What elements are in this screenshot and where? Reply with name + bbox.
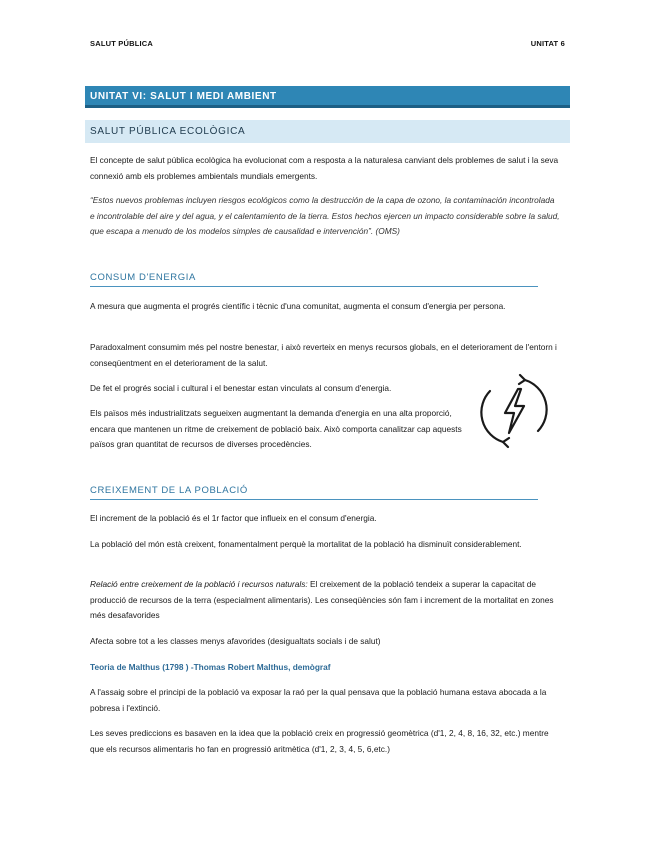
- population-paragraph-2: La població del món està creixent, fonamentalment perquè la mortalitat de la població ha disminuït considerablement.: [90, 539, 522, 549]
- malthus-title: Teoria de Malthus (1798 ) -Thomas Robert Malthus, demògraf: [90, 662, 331, 672]
- population-paragraph-1: El increment de la població és el 1r factor que influeix en el consum d'energia.: [90, 513, 377, 523]
- oms-quote: “Estos nuevos problemas incluyen riesgos ecológicos como la destrucción de la capa de ozono, la contaminación incontrolada e incontrolable del aire y del agua, y el calentamiento de la tierra. Estos hechos ejercen un impacto considerable sobre la salud, que escapa a menudo de los modelos simples de causalidad e intervención”. (OMS): [90, 195, 560, 236]
- header-left: SALUT PÚBLICA: [90, 39, 154, 48]
- header-right: UNITAT 6: [530, 39, 565, 48]
- renewable-energy-icon-svg: [478, 373, 550, 449]
- running-header: [90, 39, 565, 48]
- unit-title: UNITAT VI: SALUT I MEDI AMBIENT: [85, 86, 570, 108]
- population-heading: CREIXEMENT DE LA POBLACIÓ: [90, 485, 538, 500]
- intro-paragraph: El concepte de salut pública ecològica ha evolucionat com a resposta a la naturalesa canviant dels problemes de salut i la seva connexió amb els problemes ambientals mundials emergents.: [90, 155, 559, 181]
- population-paragraph-4: Afecta sobre tot a les classes menys afavorides (desigualtats socials i de salut): [90, 636, 381, 646]
- malthus-paragraph-2: Les seves prediccions es basaven en la idea que la població creix en progressió geomètrica (d'1, 2, 4, 8, 16, 32, etc.) mentre que els recursos alimentaris ho fan en progressió aritmètica (d'1, 2, 3, 4, 5, 6,etc.): [90, 728, 549, 754]
- energy-paragraph-4: Els països més industrialitzats segueixen augmentant la demanda d'energia en una alta proporció, encara que mantenen un ritme de creixement de població baix. Això comporta canalitzar cap aquests països gran quantitat de recursos de diverses procedències.: [90, 408, 462, 449]
- section-title: SALUT PÚBLICA ECOLÒGICA: [85, 120, 570, 143]
- energy-heading: CONSUM D'ENERGIA: [90, 272, 538, 287]
- relation-body: El creixement de la població tendeix a superar la capacitat de producció de recursos de la terra (especialment alimentaris). Les conseqüències són fam i increment de la mortalitat en zones més desafavorides: [90, 579, 554, 620]
- energy-paragraph-1: A mesura que augmenta el progrés científic i tècnic d'una comunitat, augmenta el consum d'energia per persona.: [90, 301, 506, 311]
- energy-paragraph-3: De fet el progrés social i cultural i el benestar estan vinculats al consum d'energia.: [90, 383, 392, 393]
- renewable-energy-icon: [478, 373, 550, 449]
- population-paragraph-3: [90, 577, 560, 624]
- malthus-paragraph-1: A l'assaig sobre el principi de la població va exposar la raó per la qual pensava que la població humana estava abocada a la pobresa i l'extinció.: [90, 687, 547, 713]
- relation-title: Relació entre creixement de la població i recursos naturals:: [90, 579, 308, 589]
- energy-paragraph-2: Paradoxalment consumim més pel nostre benestar, i això reverteix en menys recursos globals, en el deteriorament de l'entorn i conseqüentment en el deteriorament de la salut.: [90, 342, 557, 368]
